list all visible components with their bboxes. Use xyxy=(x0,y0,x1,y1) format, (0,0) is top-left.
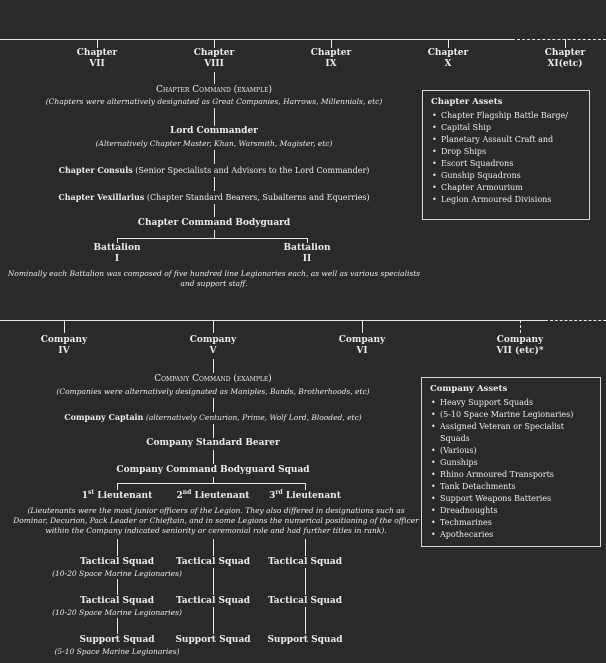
list-item: • Gunship Squadrons xyxy=(441,170,581,182)
list-item: • Drop Ships xyxy=(441,146,581,158)
lieutenant-3: 3rd Lieutenant xyxy=(269,489,341,501)
company-iv: Company IV xyxy=(40,335,88,356)
captain-note: (alternatively Centurion, Prime, Wolf Lord, Blooded, etc) xyxy=(145,413,362,422)
list-item: • Assigned Veteran or Specialist Squads xyxy=(440,421,592,445)
list-item: • Heavy Support Squads xyxy=(440,397,592,409)
consuls-note: (Senior Specialists and Advisors to the Lord Commander) xyxy=(135,166,370,175)
list-item: • Chapter Armourium xyxy=(441,182,581,194)
lieutenant-note: (Lieutenants were the most junior officers of the Legion. They also differed in designations such as Dominar, Decurion, Pack Leader or Chieftain, and in some Legions the numerical positioning of the officer within the Company indicated seniority or ceremonial role and had further titles in rank). xyxy=(13,506,419,535)
chapter-assets-title: Chapter Assets xyxy=(431,97,503,107)
lord-commander-note: (Alternatively Chapter Master, Khan, Warsmith, Magister, etc) xyxy=(95,139,333,148)
company-v: Company V xyxy=(189,335,237,356)
chapter-vexillarius xyxy=(44,192,384,203)
tactical-squad: Tactical Squad xyxy=(79,557,155,567)
company-command-note: (Companies were alternatively designated as Maniples, Bands, Brotherhoods, etc) xyxy=(56,387,370,396)
tactical-squad: Tactical Squad xyxy=(267,557,343,567)
list-item: • Support Weapons Batteries xyxy=(440,493,592,505)
list-item: • Chapter Flagship Battle Barge/ xyxy=(441,110,581,122)
squad-note: (10-20 Space Marine Legionaries) xyxy=(52,569,182,578)
vexillarius-label: Chapter Vexillarius xyxy=(58,192,145,202)
chapter-vii: Chapter VII xyxy=(76,48,118,69)
support-squad: Support Squad xyxy=(267,635,343,645)
consuls-label: Chapter Consuls xyxy=(58,165,133,175)
company-vi: Company VI xyxy=(338,335,386,356)
company-vii: Company VII (etc)* xyxy=(496,335,544,356)
company-standard-bearer: Company Standard Bearer xyxy=(146,438,280,448)
battalion-note: Nominally each Battalion was composed of five hundred line Legionaries each, as well as various specialists and support staff. xyxy=(7,269,421,288)
chapter-xi: Chapter XI(etc) xyxy=(544,48,586,69)
tactical-squad: Tactical Squad xyxy=(175,557,251,567)
tactical-squad: Tactical Squad xyxy=(267,596,343,606)
list-item: • Capital Ship xyxy=(441,122,581,134)
chapter-consuls xyxy=(44,165,384,176)
chapter-ix: Chapter IX xyxy=(310,48,352,69)
list-item: • Escort Squadrons xyxy=(441,158,581,170)
list-item: • (5-10 Space Marine Legionaries) xyxy=(440,409,592,421)
squad-note: (5-10 Space Marine Legionaries) xyxy=(54,647,180,656)
lord-commander: Lord Commander xyxy=(170,126,258,136)
chapter-command-title: Chapter Command (example) xyxy=(156,85,272,95)
list-item: • (Various) xyxy=(440,445,592,457)
chapter-viii: Chapter VIII xyxy=(193,48,235,69)
list-item: • Rhino Armoured Transports xyxy=(440,469,592,481)
list-item: • Tank Detachments xyxy=(440,481,592,493)
list-item: • Legion Armoured Divisions xyxy=(441,194,581,206)
chapter-command-bodyguard: Chapter Command Bodyguard xyxy=(137,218,291,228)
captain-label: Company Captain xyxy=(64,412,144,422)
chapter-x: Chapter X xyxy=(427,48,469,69)
lieutenant-1: 1st Lieutenant xyxy=(81,489,153,501)
list-item: • Gunships xyxy=(440,457,592,469)
squad-note: (10-20 Space Marine Legionaries) xyxy=(52,608,182,617)
lieutenant-2: 2nd Lieutenant xyxy=(176,489,250,501)
list-item: • Dreadnoughts xyxy=(440,505,592,517)
battalion-i: Battalion I xyxy=(93,243,141,264)
company-captain xyxy=(23,412,403,423)
chapter-command-note: (Chapters were alternatively designated as Great Companies, Harrows, Millennials, etc) xyxy=(45,97,383,106)
support-squad: Support Squad xyxy=(175,635,251,645)
support-squad: Support Squad xyxy=(79,635,155,645)
tactical-squad: Tactical Squad xyxy=(79,596,155,606)
vexillarius-note: (Chapter Standard Bearers, Subalterns and Equerries) xyxy=(146,193,370,202)
chapter-assets-box xyxy=(422,90,590,220)
list-item: • Techmarines xyxy=(440,517,592,529)
list-item: • Apothecaries xyxy=(440,529,592,541)
company-assets-box xyxy=(421,377,601,547)
list-item: • Planetary Assault Craft and xyxy=(441,134,581,146)
company-command-title: Company Command (example) xyxy=(154,374,272,384)
company-command-bodyguard: Company Command Bodyguard Squad xyxy=(116,465,310,475)
company-assets-title: Company Assets xyxy=(430,384,508,394)
tactical-squad: Tactical Squad xyxy=(175,596,251,606)
battalion-ii: Battalion II xyxy=(283,243,331,264)
